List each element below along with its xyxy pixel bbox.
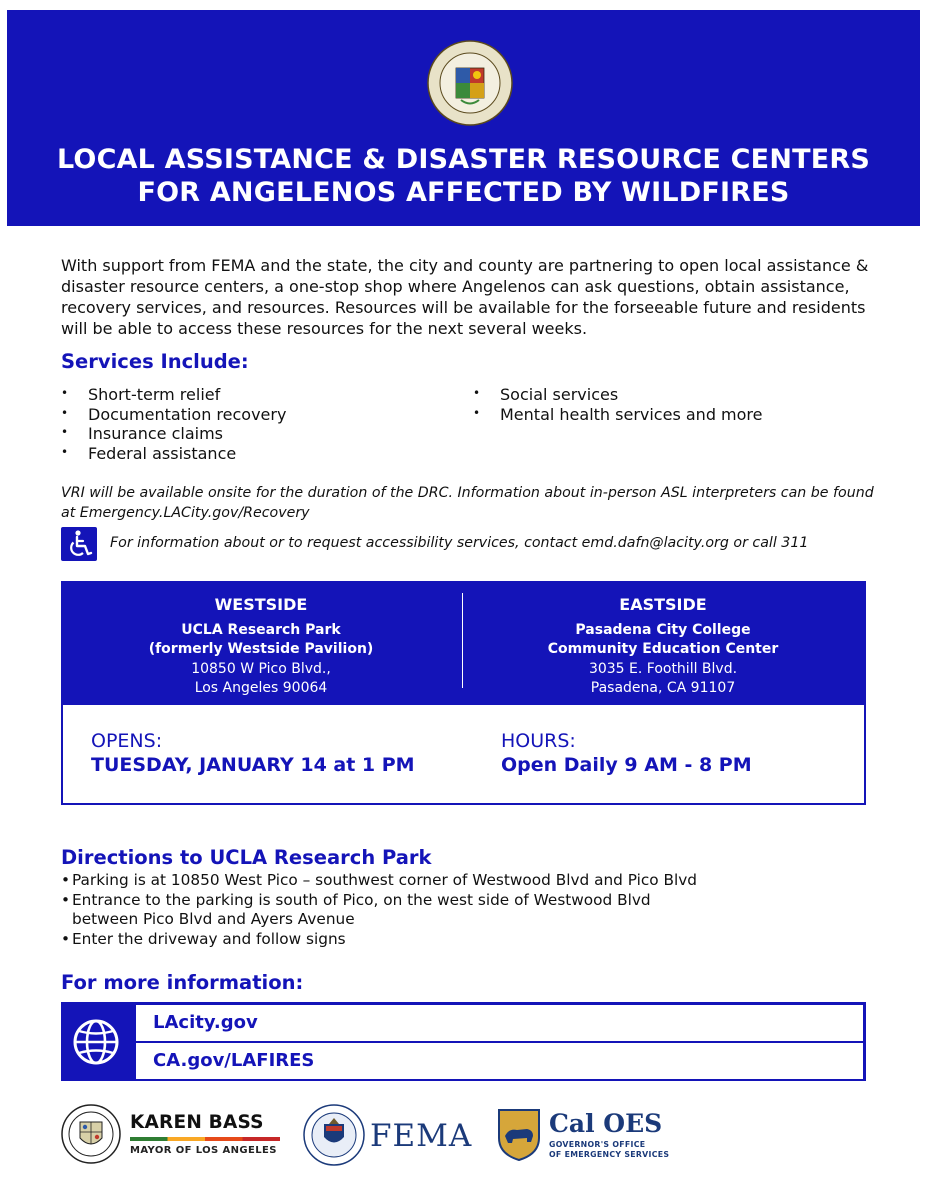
vri-note: VRI will be available onsite for the duration of the DRC. Information about in-person ASL interpreters can be found at Emergency.LACity.gov/Recovery <box>61 485 874 521</box>
title-line-1: LOCAL ASSISTANCE & DISASTER RESOURCE CENTERS <box>56 144 871 175</box>
caloes-subtitle <box>549 1140 679 1160</box>
hours-block <box>501 729 752 777</box>
globe-icon <box>70 1016 122 1068</box>
intro-paragraph: With support from FEMA and the state, the city and county are partnering to open local assistance & disaster resource centers, a one-stop shop where Angelenos can ask questions, obtain assistance, recovery services, and resources. Resources will be available for the forseeable future and residents will be able to access these resources for the next several weeks. <box>61 256 869 338</box>
opens-block <box>91 729 415 777</box>
header-banner <box>7 10 920 226</box>
homeland-security-seal-icon <box>303 1104 365 1166</box>
title-line-2: FOR ANGELENOS AFFECTED BY WILDFIRES <box>137 177 790 208</box>
links-panel <box>61 1002 866 1081</box>
mayor-logo <box>130 1112 280 1156</box>
location-name-sub: Community Education Center <box>547 641 779 658</box>
accessibility-text: For information about or to request accessibility services, contact emd.dafn@lacity.org or call 311 <box>110 535 809 551</box>
location-name: UCLA Research Park <box>181 622 341 638</box>
list-item: • Mental health services and more <box>473 405 763 425</box>
caloes-name: Cal OES <box>549 1109 663 1138</box>
county-seal-icon <box>61 1104 121 1164</box>
address-line: 10850 W Pico Blvd., <box>191 660 331 677</box>
address-line: Los Angeles 90064 <box>194 679 328 696</box>
seal-text-top <box>427 40 428 41</box>
region-title: WESTSIDE <box>214 595 308 614</box>
fema-logo: FEMA <box>370 1118 473 1154</box>
wheelchair-icon <box>61 527 97 561</box>
services-list-right <box>473 385 763 424</box>
list-item: • Federal assistance <box>61 444 286 464</box>
directions-heading: Directions to UCLA Research Park <box>61 846 432 869</box>
more-info-heading: For more information: <box>61 971 304 994</box>
list-item: • Short-term relief <box>61 385 286 405</box>
mayor-name: KAREN BASS <box>130 1112 264 1133</box>
locations-panel <box>61 581 866 705</box>
list-item: • Social services <box>473 385 763 405</box>
region-title: EASTSIDE <box>619 595 707 614</box>
opens-value: TUESDAY, JANUARY 14 at 1 PM <box>91 754 415 776</box>
city-seal <box>427 40 513 126</box>
location-name-sub: (formerly Westside Pavilion) <box>148 641 374 658</box>
schedule-box <box>61 705 866 805</box>
city-of-los-angeles-seal-icon <box>427 40 513 126</box>
link-lacity[interactable]: LAcity.gov <box>136 1005 863 1041</box>
directions-list <box>61 871 881 949</box>
list-item: • Enter the driveway and follow signs <box>61 930 881 950</box>
list-item: • Parking is at 10850 West Pico – southwest corner of Westwood Blvd and Pico Blvd <box>61 871 881 891</box>
services-list-left <box>61 385 286 464</box>
page-title <box>7 143 920 209</box>
location-eastside <box>463 595 863 698</box>
address-line: Pasadena, CA 91107 <box>590 679 736 696</box>
hours-value: Open Daily 9 AM - 8 PM <box>501 754 752 776</box>
link-ca-gov-lafires[interactable]: CA.gov/LAFIRES <box>136 1043 863 1079</box>
list-item: • Insurance claims <box>61 424 286 444</box>
location-name: Pasadena City College <box>575 622 751 638</box>
address-line: 3035 E. Foothill Blvd. <box>588 660 738 677</box>
mayor-title: MAYOR OF LOS ANGELES <box>130 1145 277 1156</box>
location-westside <box>61 595 461 698</box>
caloes-bear-shield-icon <box>497 1108 541 1162</box>
opens-label: OPENS: <box>91 730 163 752</box>
caloes-sub-line: OF EMERGENCY SERVICES <box>549 1150 670 1159</box>
hours-label: HOURS: <box>501 730 576 752</box>
services-heading: Services Include: <box>61 350 249 373</box>
caloes-sub-line: GOVERNOR'S OFFICE <box>549 1140 646 1149</box>
list-item: • Entrance to the parking is south of Pico, on the west side of Westwood Blvd between Pico Blvd and Ayers Avenue <box>61 891 711 930</box>
list-item: • Documentation recovery <box>61 405 286 425</box>
color-bar <box>130 1137 280 1141</box>
